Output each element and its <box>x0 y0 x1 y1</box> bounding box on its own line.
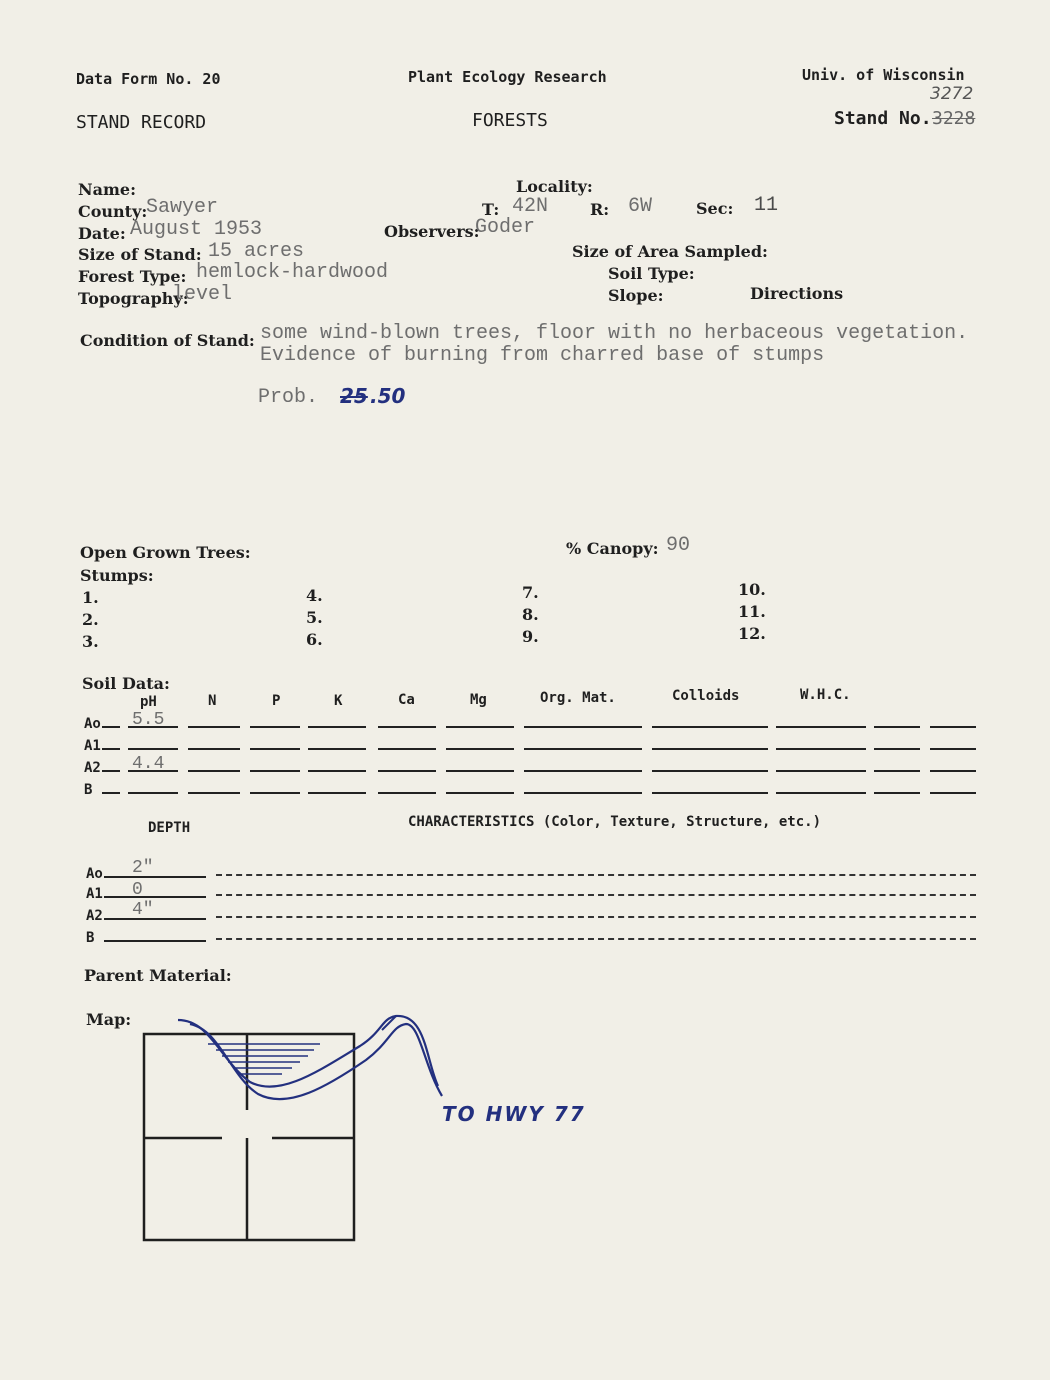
stump-number: 7. <box>522 583 539 602</box>
directions-label: Directions <box>750 284 844 303</box>
depth-value-line <box>104 940 206 942</box>
condition-label: Condition of Stand: <box>80 331 255 350</box>
depth-row-b: B <box>86 930 95 946</box>
soil-blank-line <box>378 792 436 794</box>
soil-blank-line <box>874 792 920 794</box>
characteristics-label: CHARACTERISTICS (Color, Texture, Structure, etc.) <box>408 814 822 830</box>
map-stream-inner <box>190 1024 442 1099</box>
ph-value-ao: 5.5 <box>132 710 165 730</box>
depth-row-ao: Ao <box>86 866 103 882</box>
size-label: Size of Stand: <box>78 245 202 264</box>
stump-number: 3. <box>82 632 99 651</box>
slope-label: Slope: <box>608 286 664 305</box>
map-lake-shading <box>208 1044 320 1074</box>
stump-number: 11. <box>738 602 766 621</box>
soil-blank-line <box>102 748 120 750</box>
stand-number-old: 3228 <box>932 108 976 129</box>
soil-col-n: N <box>208 693 217 709</box>
r-label: R: <box>590 200 610 219</box>
sec-value: 11 <box>754 194 779 217</box>
soil-blank-line <box>250 770 300 772</box>
date-label: Date: <box>78 224 126 243</box>
stump-number: 2. <box>82 610 99 629</box>
date-value: August 1953 <box>130 218 263 241</box>
soil-blank-line <box>652 792 768 794</box>
forests-title: FORESTS <box>472 110 548 131</box>
soil-blank-line <box>930 770 976 772</box>
depth-row-a2: A2 <box>86 908 103 924</box>
soil-blank-line <box>930 748 976 750</box>
characteristics-dashed-line <box>216 916 976 918</box>
soil-col-mg: Mg <box>470 692 487 708</box>
observers-label: Observers: <box>384 222 480 241</box>
stump-number: 6. <box>306 630 323 649</box>
soil-blank-line <box>524 770 642 772</box>
soil-col-ca: Ca <box>398 692 415 708</box>
soil-col-org-mat: Org. Mat. <box>540 690 616 706</box>
soil-blank-line <box>102 792 120 794</box>
observers-value: Goder <box>475 216 536 239</box>
soil-blank-line <box>188 792 240 794</box>
soil-blank-line <box>776 792 866 794</box>
soil-blank-line <box>128 770 178 772</box>
soil-row-ao: Ao <box>84 716 101 732</box>
soil-blank-line <box>308 792 366 794</box>
soil-blank-line <box>446 748 514 750</box>
soil-row-a1: A1 <box>84 738 101 754</box>
soil-col-whc: W.H.C. <box>800 687 851 703</box>
soil-blank-line <box>128 748 178 750</box>
soil-type-label: Soil Type: <box>608 264 695 283</box>
sec-label: Sec: <box>696 199 734 218</box>
topography-label: Topography: <box>78 289 189 308</box>
soil-blank-line <box>874 748 920 750</box>
forest-type-value: hemlock-hardwood <box>196 261 389 284</box>
stump-number: 9. <box>522 627 539 646</box>
map-annotation-hwy: TO HWY 77 <box>442 1102 586 1126</box>
soil-row-b: B <box>84 782 93 798</box>
soil-blank-line <box>446 792 514 794</box>
canopy-label: % Canopy: <box>566 539 659 558</box>
forest-type-label: Forest Type: <box>78 267 187 286</box>
soil-blank-line <box>874 726 920 728</box>
prob-new: .50 <box>370 384 406 408</box>
stand-number-label: Stand No. <box>834 108 932 129</box>
soil-col-p: P <box>272 693 281 709</box>
soil-blank-line <box>188 748 240 750</box>
soil-blank-line <box>308 748 366 750</box>
soil-blank-line <box>446 770 514 772</box>
soil-col-ph: pH <box>140 694 157 710</box>
soil-blank-line <box>524 726 642 728</box>
soil-blank-line <box>930 792 976 794</box>
soil-blank-line <box>776 748 866 750</box>
soil-blank-line <box>524 748 642 750</box>
map-label: Map: <box>86 1010 132 1029</box>
stand-record-title: STAND RECORD <box>76 112 207 133</box>
soil-blank-line <box>308 726 366 728</box>
depth-label: DEPTH <box>148 820 191 836</box>
form-number: Data Form No. 20 <box>76 70 221 88</box>
t-value: 42N <box>512 195 549 218</box>
condition-line-1: some wind-blown trees, floor with no herbaceous vegetation. <box>260 322 969 345</box>
characteristics-dashed-line <box>216 938 976 940</box>
soil-blank-line <box>378 770 436 772</box>
depth-value-ao: 2" <box>132 858 154 878</box>
depth-value-line <box>104 876 206 878</box>
topography-value: level <box>172 283 233 306</box>
soil-col-k: K <box>334 693 343 709</box>
depth-value-a1: 0 <box>132 880 143 900</box>
soil-blank-line <box>308 770 366 772</box>
stump-number: 10. <box>738 580 766 599</box>
soil-blank-line <box>128 792 178 794</box>
t-label: T: <box>482 200 500 219</box>
soil-blank-line <box>524 792 642 794</box>
soil-blank-line <box>930 726 976 728</box>
county-label: County: <box>78 202 148 221</box>
size-value: 15 acres <box>208 240 305 263</box>
depth-row-a1: A1 <box>86 886 103 902</box>
soil-col-colloids: Colloids <box>672 688 740 704</box>
characteristics-dashed-line <box>216 874 976 876</box>
stand-number-new: 3272 <box>930 84 974 104</box>
prob-old: 25 <box>340 384 368 408</box>
soil-blank-line <box>652 748 768 750</box>
organization: Plant Ecology Research <box>408 68 607 86</box>
county-value: Sawyer <box>146 196 219 219</box>
characteristics-dashed-line <box>216 894 976 896</box>
area-sampled-label: Size of Area Sampled: <box>572 242 768 261</box>
open-grown-label: Open Grown Trees: <box>80 543 251 562</box>
soil-blank-line <box>128 726 178 728</box>
condition-line-2: Evidence of burning from charred base of stumps <box>260 344 825 367</box>
depth-value-a2: 4" <box>132 900 154 920</box>
soil-blank-line <box>188 770 240 772</box>
stump-number: 1. <box>82 588 99 607</box>
soil-blank-line <box>250 748 300 750</box>
canopy-value: 90 <box>666 534 691 557</box>
stump-number: 5. <box>306 608 323 627</box>
university: Univ. of Wisconsin <box>802 66 965 84</box>
soil-blank-line <box>250 792 300 794</box>
ph-value-a2: 4.4 <box>132 754 165 774</box>
stumps-label: Stumps: <box>80 566 154 585</box>
soil-blank-line <box>874 770 920 772</box>
stump-number: 4. <box>306 586 323 605</box>
r-value: 6W <box>628 195 653 218</box>
prob-label: Prob. <box>258 386 319 409</box>
soil-blank-line <box>378 748 436 750</box>
depth-value-line <box>104 896 206 898</box>
soil-blank-line <box>776 726 866 728</box>
soil-data-label: Soil Data: <box>82 674 170 693</box>
soil-blank-line <box>250 726 300 728</box>
stump-number: 12. <box>738 624 766 643</box>
soil-blank-line <box>446 726 514 728</box>
depth-value-line <box>104 918 206 920</box>
stump-number: 8. <box>522 605 539 624</box>
soil-blank-line <box>652 726 768 728</box>
soil-blank-line <box>188 726 240 728</box>
parent-material-label: Parent Material: <box>84 966 232 985</box>
soil-row-a2: A2 <box>84 760 101 776</box>
soil-blank-line <box>776 770 866 772</box>
soil-blank-line <box>378 726 436 728</box>
soil-blank-line <box>102 770 120 772</box>
soil-blank-line <box>652 770 768 772</box>
name-label: Name: <box>78 180 137 199</box>
locality-label: Locality: <box>516 177 593 196</box>
soil-blank-line <box>102 726 120 728</box>
